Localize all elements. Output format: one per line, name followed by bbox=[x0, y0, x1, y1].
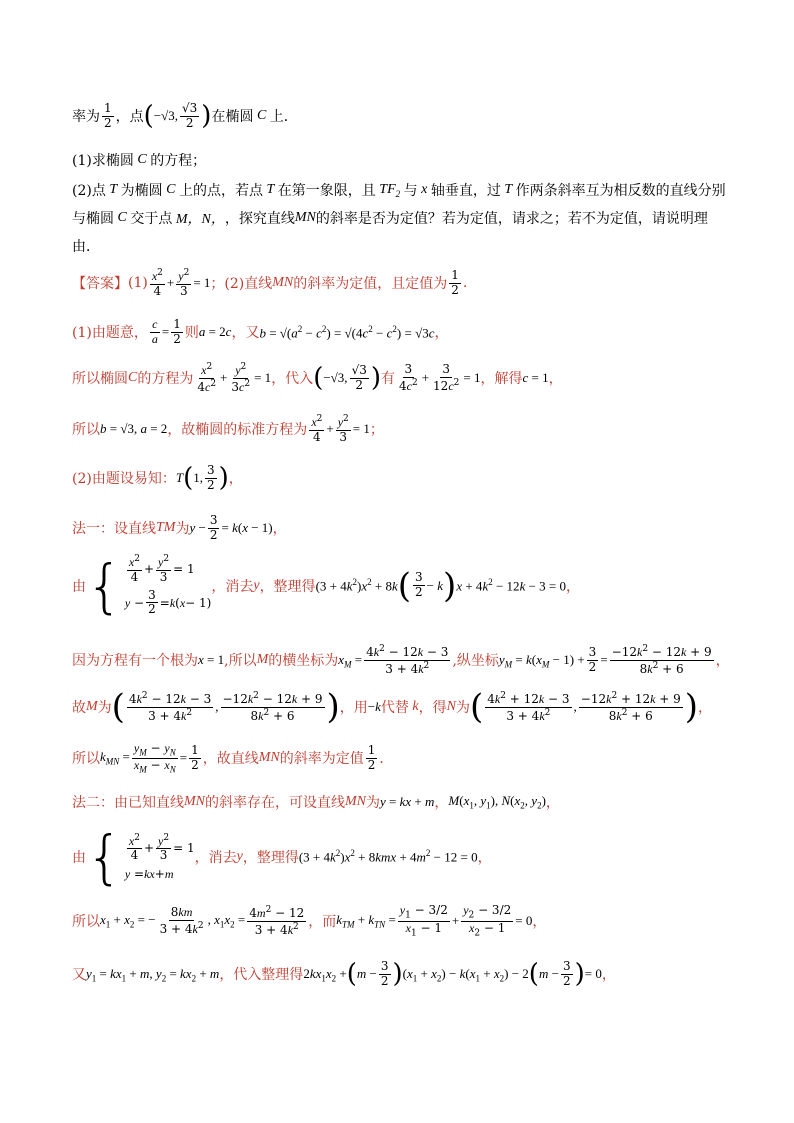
text: (2)直线 bbox=[224, 276, 273, 293]
question-2-line-3 bbox=[72, 236, 100, 256]
text: ，故直线 bbox=[202, 751, 259, 768]
text: 轴垂直，过 bbox=[430, 183, 501, 199]
problem-line-1: 率为 $\frac{1}{2}$ ，点 ( −√3, $\frac{√3}{2}$ ) 在椭圆 C 上． bbox=[72, 101, 298, 132]
question-2-line-2: 与椭圆 C 交于点 M，N， ，探究直线 MN 的斜率是否为定值？若为定值，请求之；若不为定值，请说明理 bbox=[72, 210, 708, 227]
answer-line: 【答案】 (1) $\frac{x^2}{4}$ + $\frac{y^2}{3}$ = 1 ； (2)直线 MN 的斜率为定值，且定值为 $\frac{1}{2}$ . bbox=[72, 268, 468, 298]
solution-line-2: 所以椭圆 C 的方程为 $\frac{x^2}{4c^2}$ + $\frac{y^2}{3c^2}$ = 1 ，代入 ( −√3, $\frac{√3}{2}$ ) 有 $\frac{3}{4c^2}$ + $\frac{3}{12c^2}$ = 1 ，解得 c = 1 ， bbox=[72, 362, 563, 394]
text: ，探究直线 bbox=[224, 211, 295, 227]
text: 的方程为 bbox=[137, 371, 194, 388]
text: ，故椭圆的标准方程为 bbox=[167, 422, 308, 439]
text: . bbox=[462, 275, 468, 292]
text: 故 bbox=[72, 700, 86, 716]
text: 的斜率存在，可设直线 bbox=[205, 795, 345, 811]
text: 为 bbox=[366, 795, 380, 811]
text: ,所以 bbox=[224, 653, 257, 670]
vieta-line: 所以 $x_1 + x_2$ = − $\frac{8km}{3 + 4k^2}$ , $x_1x_2$ = $\frac{4m^2 - 12}{3 + 4k^2}$ ，而 $k_{TM} + k_{TN}$ = $\frac{y_1 - 3/2}{x_1 - 1}$ + $\frac{y_2 - 3/2}{x_2 - 1}$ = 0 ， bbox=[72, 903, 547, 939]
text: ； bbox=[369, 422, 384, 439]
text: 所以椭圆 bbox=[72, 371, 128, 388]
text: ， bbox=[434, 795, 449, 811]
text: ； bbox=[210, 276, 225, 293]
text: 为 bbox=[97, 700, 112, 716]
system-1: 由 { $\frac{x^2}{4}$ + $\frac{y^2}{3}$ = 1 y − $\frac{3}{2}$ = k ( x − 1) ，消去 y ，整理得 $(3 + 4k^2)x^2 + 8k$ ( $\frac{3}{2}$ − k ) $x + 4k^2 - 12k - 3 = 0$ ， bbox=[72, 551, 581, 620]
text: ， bbox=[532, 914, 547, 931]
text: 由 bbox=[72, 850, 86, 866]
text: ，整理得 bbox=[259, 578, 316, 595]
text: 为 bbox=[455, 700, 470, 716]
solution-line-3: 所以 b = √3, a = 2 ，故椭圆的标准方程为 $\frac{x^2}{4}$ + $\frac{y^2}{3}$ = 1 ； bbox=[72, 414, 384, 444]
text: ，而 bbox=[308, 914, 337, 931]
result-line-3: 所以 $k_{MN}$ = $\frac{y_M - y_N}{x_M - x_N}$ = $\frac{1}{2}$ ，故直线 MN 的斜率为定值 $\frac{1}{2}$ ． bbox=[72, 741, 394, 775]
text: ， bbox=[272, 521, 287, 538]
text: 为 bbox=[175, 521, 190, 538]
method-2-line: 法二：由已知直线 MN 的斜率存在，可设直线 MN 为 y = kx + m ， $M(x_1$, $y_1$), $N(x_2$, $y_2$) ， bbox=[72, 793, 560, 811]
solution-line-1: (1)由题意， $\frac{c}{a}$ = $\frac{1}{2}$ 则 a = 2c ，又 $b = √(a^2 - c^2) = √(4c^2 - c^2) = √3c$ ， bbox=[72, 317, 449, 346]
text: 有 bbox=[381, 371, 395, 388]
frac-num: 1 bbox=[104, 101, 112, 115]
text: ， bbox=[477, 850, 492, 866]
text: ， bbox=[434, 325, 449, 342]
text: ， bbox=[545, 795, 560, 811]
text: 法二：由已知直线 bbox=[72, 795, 184, 811]
text: 又 bbox=[72, 967, 86, 984]
system-2: 由 { $\frac{x^2}{4}$ + $\frac{y^2}{3}$ = 1 y = kx + m ，消去 y ，整理得 $(3 + 4k^2)x^2 + 8kmx + 4m^2 - 12 = 0$ ， bbox=[72, 823, 492, 891]
text: (1)由题意， bbox=[72, 325, 148, 342]
text: ， bbox=[715, 653, 730, 670]
text: 所以 bbox=[72, 422, 100, 439]
result-line-2: 故 M 为 ( $\frac{4k^2 - 12k - 3}{3 + 4k^2}$ , $\frac{-12k^2 - 12k + 9}{8k^2 + 6}$ ) ，用 −k 代替 k ，得 N 为 ( $\frac{4k^2 + 12k - 3}{3 + 4k^2}$ , $\frac{-12k^2 + 12k + 9}{8k^2 + 6}$ ) ， bbox=[72, 687, 713, 727]
text: 率为 bbox=[72, 109, 100, 126]
text: 所以 bbox=[72, 751, 100, 768]
text: 上． bbox=[269, 109, 298, 126]
text: 的斜率是否为定值？若为定值，请求之；若不为定值，请说明理 bbox=[315, 211, 708, 227]
result-line-1: 因为方程有一个根为 x = 1 ,所以 M 的横坐标为 $x_M$ = $\frac{4k^2 - 12k - 3}{3 + 4k^2}$ ,纵坐标 $y_M = k(x_M - 1)$ + $\frac{3}{2}$ = $\frac{-12k^2 - 12k + 9}{8k^2 + 6}$ ， bbox=[72, 644, 730, 676]
fraction bbox=[102, 102, 114, 131]
text: 与 bbox=[403, 183, 418, 199]
text: ，消去 bbox=[194, 850, 237, 866]
question-1: (1)求椭圆 C 的方程； bbox=[72, 152, 207, 169]
final-line: 又 $y_1 = kx_1 + m$, $y_2 = kx_2 + m$ ，代入整理得 $2kx_1x_2$ + ( m − $\frac{3}{2}$ ) $(x_1 + x_2) - k(x_1 + x_2) - 2$ ( m − $\frac{3}{2}$ ) = 0 ， bbox=[72, 959, 616, 990]
text: ． bbox=[379, 751, 394, 768]
text: ， bbox=[601, 967, 616, 984]
method-1-line: 法一：设直线 TM 为 y − $\frac{3}{2}$ = k(x − 1) ， bbox=[72, 513, 287, 542]
text: ，点 bbox=[115, 109, 144, 126]
text: 交于点 bbox=[130, 211, 173, 227]
text: ，代入 bbox=[271, 371, 314, 388]
text: 所以 bbox=[72, 914, 100, 931]
text: 上的点，若点 bbox=[178, 183, 263, 199]
text: 的斜率为定值，且定值为 bbox=[293, 276, 448, 293]
text: 代替 bbox=[380, 700, 409, 716]
text: ，解得 bbox=[480, 371, 523, 388]
text: (1)求椭圆 bbox=[72, 153, 134, 169]
text: ，消去 bbox=[211, 578, 254, 595]
question-2-line-1: (2)点 T 为椭圆 C 上的点，若点 T 在第一象限，且 $TF_2$ 与 x 轴垂直，过 T 作两条斜率互为相反数的直线分别 bbox=[72, 181, 726, 199]
text: 因为方程有一个根为 bbox=[72, 653, 198, 670]
text: ， bbox=[566, 578, 581, 595]
text: ,纵坐标 bbox=[452, 653, 499, 670]
text: 法一：设直线 bbox=[72, 521, 156, 538]
text: (2)点 bbox=[72, 183, 106, 199]
text: ，整理得 bbox=[242, 850, 299, 866]
text: 由． bbox=[72, 239, 100, 255]
text: 为椭圆 bbox=[120, 183, 163, 199]
solution-line-4: (2)由题设易知： T ( 1, $\frac{3}{2}$ ) ， bbox=[72, 463, 243, 494]
text: 与椭圆 bbox=[72, 211, 114, 227]
frac-den: 2 bbox=[104, 115, 112, 130]
answer-label: 【答案】 bbox=[72, 276, 128, 293]
text: ， bbox=[698, 700, 713, 716]
text: 在第一象限，且 bbox=[277, 183, 376, 199]
text: 则 bbox=[184, 325, 199, 342]
text: ，又 bbox=[231, 325, 260, 342]
text: 作两条斜率互为相反数的直线分别 bbox=[515, 183, 726, 199]
text: 的横坐标为 bbox=[268, 653, 339, 670]
text: ， bbox=[548, 371, 563, 388]
text: ，得 bbox=[418, 700, 447, 716]
text: ，代入整理得 bbox=[219, 967, 304, 984]
text: 在椭圆 bbox=[211, 109, 254, 126]
text: ， bbox=[228, 471, 243, 488]
text: (2)由题设易知： bbox=[72, 471, 176, 488]
text: 的斜率为定值 bbox=[279, 751, 364, 768]
text: ，用 bbox=[339, 700, 368, 716]
text: 由 bbox=[72, 578, 86, 595]
text: (1) bbox=[128, 275, 148, 292]
text: 的方程； bbox=[150, 153, 207, 169]
